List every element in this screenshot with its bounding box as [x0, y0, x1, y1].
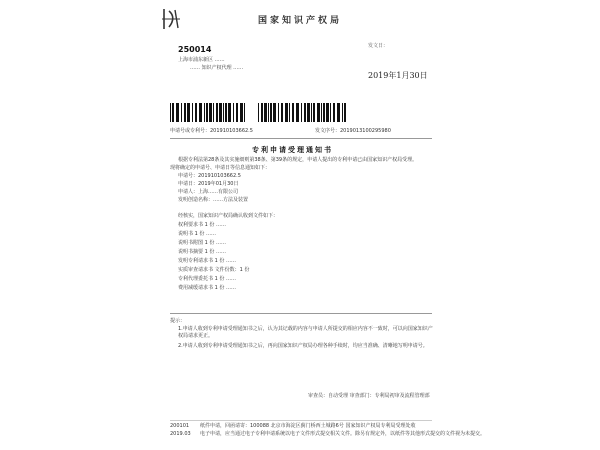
barcode-bar	[323, 103, 325, 122]
barcode-right	[258, 103, 348, 122]
barcode-bar	[219, 103, 222, 122]
received-doc: 费用减缓请求书 1 份 ……	[178, 285, 236, 291]
barcode-bar	[281, 103, 283, 122]
barcode-bar	[170, 103, 171, 122]
barcode-bar	[317, 103, 320, 122]
application-number: 申请号或专利号：201910103662.5	[170, 128, 253, 134]
form-version: 2019.03	[170, 431, 191, 437]
examiner-info: 审查员：自动受理 审查部门：专利局初审及流程管理部	[308, 393, 430, 399]
barcode-bar	[292, 103, 294, 122]
barcode-bar	[176, 103, 179, 122]
barcode-bar	[344, 103, 346, 122]
notes-header: 提示：	[170, 318, 186, 324]
note-item: 1.申请人收到专利申请受理通知书之后，认为其记载的内容与申请人所提交的相应内容不一致时，可以向国家知识产权局请求更正。	[178, 326, 433, 339]
send-date-label: 发文日：	[368, 43, 389, 49]
barcode-bar	[204, 103, 205, 122]
notice-title: 专利申请受理通知书	[252, 146, 333, 154]
barcode-bar	[192, 103, 193, 122]
received-doc: 权利要求书 1 份 ……	[178, 222, 226, 228]
barcode-bar	[296, 103, 299, 122]
barcode-bar	[264, 103, 267, 122]
barcode-bar	[184, 103, 186, 122]
form-code: 200101	[170, 423, 190, 429]
barcode-bar	[172, 103, 174, 122]
barcode-bar	[209, 103, 212, 122]
divider	[170, 313, 432, 314]
field-application-number: 申请号：201910103662.5	[178, 173, 241, 179]
office-name: 国家知识产权局	[258, 16, 343, 26]
barcode-bar	[236, 103, 238, 122]
barcode-bar	[273, 103, 276, 122]
received-doc: 说明书摘要 1 份 ……	[178, 249, 226, 255]
divider	[170, 138, 432, 139]
barcode-bar	[195, 103, 197, 122]
received-docs-header: 经核实，国家知识产权局确认收到文件如下：	[178, 213, 279, 219]
received-doc: 说明书 1 份 ……	[178, 231, 216, 237]
barcode-bar	[244, 103, 245, 122]
barcode-bar	[228, 103, 231, 122]
received-doc: 发明专利请求书 1 份 ……	[178, 258, 236, 264]
barcode-bar	[342, 103, 343, 122]
issue-date: 2019年1月30日	[368, 71, 428, 80]
barcode-bar	[321, 103, 322, 122]
barcode-bar	[278, 103, 279, 122]
barcode-bar	[225, 103, 227, 122]
barcode-bar	[233, 103, 234, 122]
barcode-bar	[187, 103, 190, 122]
notice-intro: 根据专利法第28条及其实施细则第38条、第39条的规定，申请人提出的专利申请已由国家知识产权局受理。	[178, 157, 418, 163]
barcode-bar	[216, 103, 218, 122]
barcode-bar	[304, 103, 306, 122]
footer-divider	[170, 420, 432, 421]
barcode-bar	[270, 103, 272, 122]
addressee-line-2: …… 知识产权代理 ……	[190, 65, 244, 71]
received-doc: 实质审查请求书 文件份数：1 份	[178, 267, 250, 273]
issue-serial-number: 发文序号：2019013100295980	[315, 128, 391, 134]
barcode-bar	[240, 103, 243, 122]
document-number: 250014	[178, 45, 212, 54]
barcode-bar	[261, 103, 263, 122]
footer-text-2: 电子申请，应当通过电子专利申请系统以电子文件形式提交相关文件。除另有规定外，以纸件等其他形式提交的文件视为未提交。	[200, 431, 486, 437]
barcode-left	[170, 103, 248, 122]
barcode-bar	[307, 103, 310, 122]
barcode-bar	[213, 103, 214, 122]
barcode-bar	[337, 103, 340, 122]
barcode-bar	[223, 103, 224, 122]
barcode-bar	[199, 103, 202, 122]
addressee-line-1: 上海市浦东新区 ……	[178, 57, 225, 63]
barcode-bar	[311, 103, 312, 122]
barcode-bar	[313, 103, 315, 122]
notice-intro-2: 现将确定的申请号、申请日等信息通知如下：	[170, 165, 271, 171]
received-doc: 说明书附图 1 份 ……	[178, 240, 226, 246]
field-applicant: 申请人：上海……有限公司	[178, 189, 239, 195]
cnipa-logo	[160, 7, 182, 31]
barcode-bar	[326, 103, 329, 122]
barcode-bar	[285, 103, 288, 122]
note-item: 2.申请人收到专利申请受理通知书之后，再向国家知识产权局办理各种手续时，均应当准确、清晰地写明申请号。	[178, 343, 428, 349]
barcode-bar	[206, 103, 208, 122]
barcode-bar	[289, 103, 290, 122]
field-invention-title: 发明创造名称：……方法及装置	[178, 197, 249, 203]
barcode-bar	[268, 103, 269, 122]
received-doc: 专利代理委托书 1 份 ……	[178, 276, 236, 282]
barcode-bar	[333, 103, 335, 122]
footer-text-1: 纸件申请，回函请寄：100088 北京市海淀区蓟门桥西土城路6号 国家知识产权局专利局受理处收	[200, 423, 416, 429]
barcode-bar	[301, 103, 302, 122]
barcode-bar	[181, 103, 182, 122]
barcode-bar	[330, 103, 331, 122]
field-application-date: 申请日：2019年01月30日	[178, 181, 239, 187]
barcode-bar	[258, 103, 259, 122]
